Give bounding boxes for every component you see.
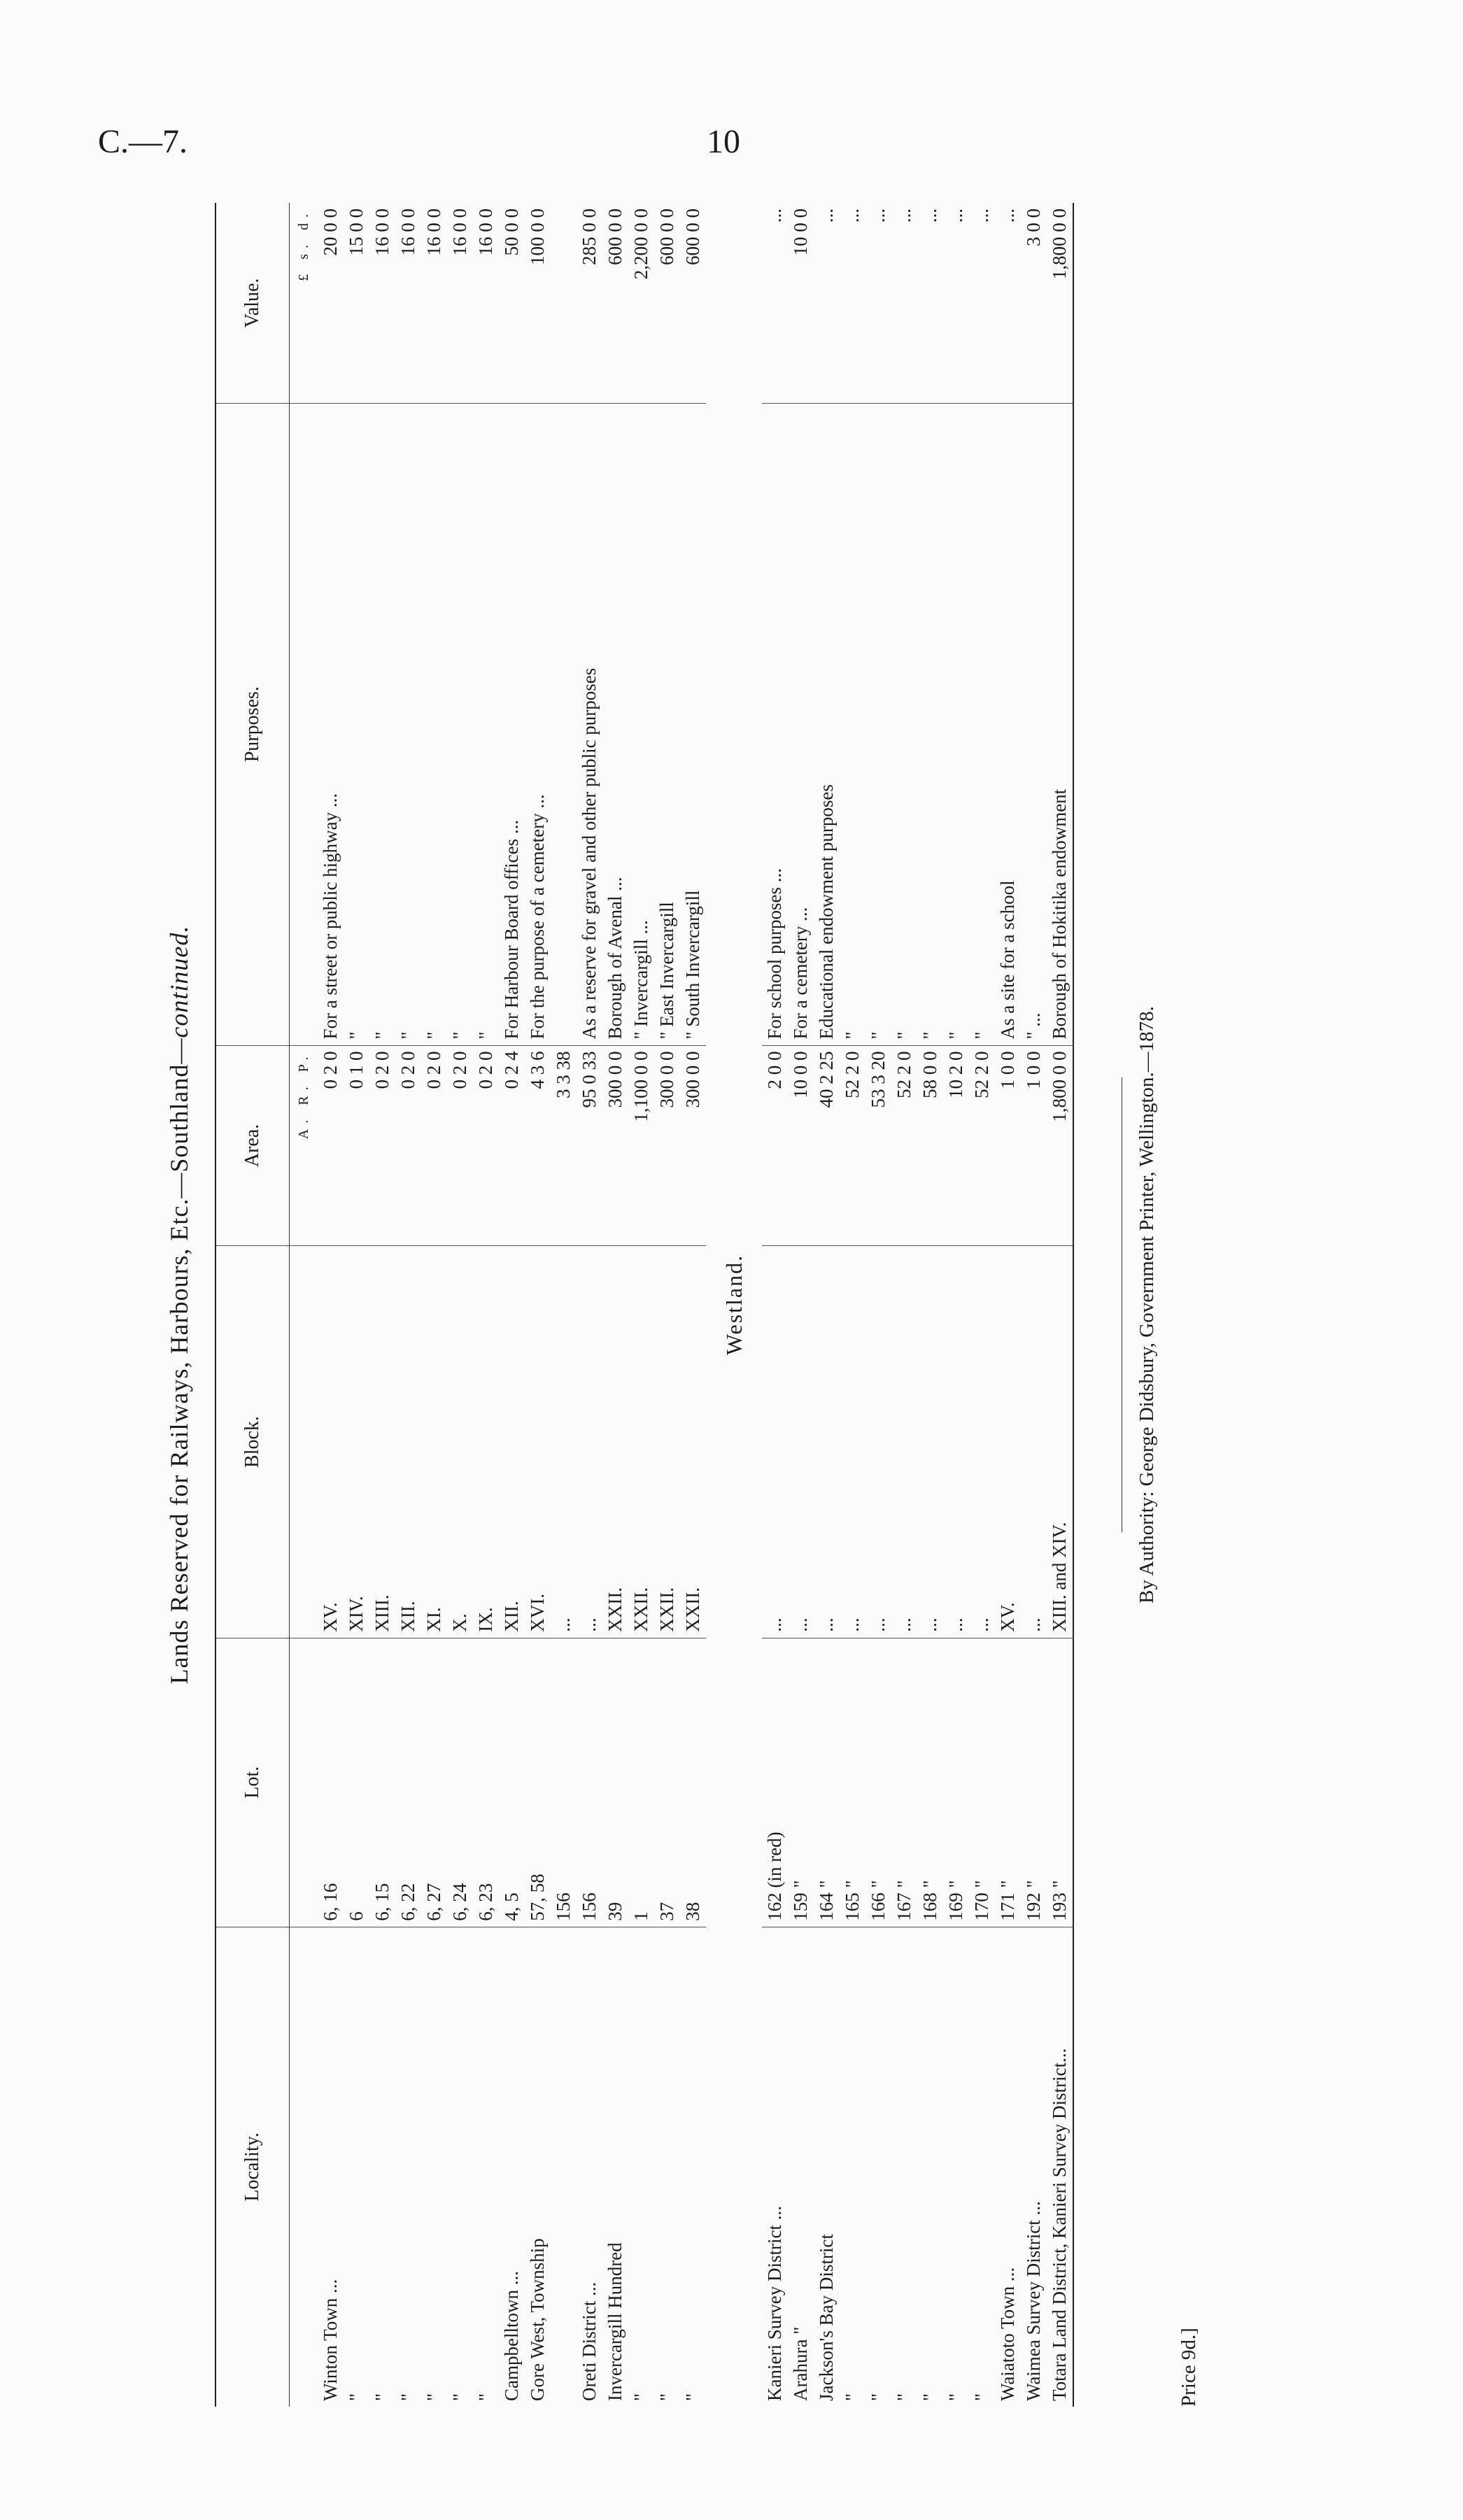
cell-locality: Winton Town ...	[320, 2279, 341, 2401]
cell-purposes: "	[840, 403, 865, 1045]
cell-area: 52 2 0	[891, 1045, 917, 1246]
cell-purposes: "	[473, 403, 499, 1045]
cell-value: ...	[995, 203, 1021, 403]
cell-locality: "	[449, 2393, 470, 2401]
cell-block: XVI.	[525, 1246, 551, 1638]
cell-locality: "	[971, 2393, 992, 2401]
title-continued: continued.	[165, 925, 193, 1038]
cell-value: 16 0 0	[447, 203, 473, 403]
cell-lot: 6, 15	[369, 1638, 395, 1927]
cell-value: ...	[943, 203, 969, 403]
cell-value: 600 0 0	[602, 203, 628, 403]
cell-block: ...	[969, 1246, 995, 1638]
cell-lot: 156	[577, 1638, 602, 1927]
cell-area: 1 0 0	[995, 1045, 1021, 1246]
cell-lot: 164 "	[814, 1638, 840, 1927]
cell-area: 1,800 0 0	[1047, 1045, 1073, 1246]
cell-area: 58 0 0	[917, 1045, 943, 1246]
cell-area: 4 3 6	[525, 1045, 551, 1246]
col-block: Block.	[215, 1246, 290, 1638]
cell-locality	[551, 1927, 577, 2407]
cell-purposes: "	[891, 403, 917, 1045]
cell-value: 100 0 0	[525, 203, 551, 403]
table-bottom-rule	[1073, 203, 1074, 2407]
table-row	[891, 203, 917, 2407]
cell-purposes: Educational endowment purposes	[814, 403, 840, 1045]
cell-locality: "	[630, 2393, 651, 2401]
col-value: Value.	[215, 203, 290, 403]
cell-value: ...	[891, 203, 917, 403]
table-row	[577, 203, 602, 2407]
table-row	[395, 203, 421, 2407]
cell-block: XIII. and XIV.	[1047, 1246, 1073, 1638]
cell-block: ...	[788, 1246, 814, 1638]
cell-lot: 6, 22	[395, 1638, 421, 1927]
table-row	[1021, 203, 1047, 2407]
cell-area: 2 0 0	[762, 1045, 788, 1246]
cell-locality: Gore West, Township	[527, 2238, 548, 2401]
cell-area: 0 2 0	[473, 1045, 499, 1246]
cell-value: 15 0 0	[344, 203, 369, 403]
cell-purposes: As a site for a school	[995, 403, 1021, 1045]
rotated-page-content	[164, 203, 1200, 2407]
cell-locality: Campbelltown ...	[501, 2271, 522, 2401]
area-units: A. R. P.	[290, 1045, 318, 1246]
printer-authority: By Authority: George Didsbury, Government Printer, Wellington.—1878.	[1136, 1006, 1158, 1604]
title-main: Lands Reserved for Railways, Harbours, Etc.—Southland—	[165, 1038, 193, 1685]
cell-value: 20 0 0	[318, 203, 344, 403]
cell-area: 0 2 0	[369, 1045, 395, 1246]
document-code: C.—7.	[98, 123, 188, 160]
cell-lot: 165 "	[840, 1638, 865, 1927]
cell-block: ...	[891, 1246, 917, 1638]
cell-value: 1,800 0 0	[1047, 203, 1073, 403]
cell-value: 3 0 0	[1021, 203, 1047, 403]
cell-lot: 6, 23	[473, 1638, 499, 1927]
table-title	[164, 203, 194, 2407]
cell-lot: 168 "	[917, 1638, 943, 1927]
cell-purposes: " Invercargill ...	[628, 403, 654, 1045]
cell-area: 53 3 20	[865, 1045, 891, 1246]
col-locality: Locality.	[215, 1927, 290, 2407]
cell-lot: 166 "	[865, 1638, 891, 1927]
cell-lot: 1	[628, 1638, 654, 1927]
cell-lot: 192 "	[1021, 1638, 1047, 1927]
cell-value: 16 0 0	[395, 203, 421, 403]
cell-locality: Totara Land District, Kanieri Survey District...	[1049, 2048, 1070, 2401]
col-purposes: Purposes.	[215, 403, 290, 1045]
cell-value: ...	[917, 203, 943, 403]
cell-block: XV.	[318, 1246, 344, 1638]
cell-lot: 6	[344, 1638, 369, 1927]
cell-block: ...	[840, 1246, 865, 1638]
cell-lot: 171 "	[995, 1638, 1021, 1927]
section-heading: Westland.	[721, 1254, 747, 1356]
cell-purposes: " ...	[1021, 403, 1047, 1045]
cell-locality: Invercargill Hundred	[605, 2242, 626, 2401]
cell-block: XXII.	[680, 1246, 706, 1638]
cell-area: 300 0 0	[680, 1045, 706, 1246]
cell-purposes: "	[943, 403, 969, 1045]
cell-area: 0 2 0	[421, 1045, 447, 1246]
cell-value: 600 0 0	[654, 203, 680, 403]
table-row	[421, 203, 447, 2407]
table-row	[840, 203, 865, 2407]
cell-purposes: As a reserve for gravel and other public purposes	[577, 403, 602, 1045]
units-empty	[290, 1927, 318, 2407]
cell-area: 0 2 0	[447, 1045, 473, 1246]
cell-value: ...	[762, 203, 788, 403]
cell-lot: 169 "	[943, 1638, 969, 1927]
cell-block: ...	[917, 1246, 943, 1638]
page-number: 10	[707, 123, 740, 160]
cell-value: ...	[969, 203, 995, 403]
cell-block: ...	[1021, 1246, 1047, 1638]
cell-block: X.	[447, 1246, 473, 1638]
cell-lot: 4, 5	[499, 1638, 525, 1927]
cell-locality: "	[682, 2393, 703, 2401]
cell-block: XIII.	[369, 1246, 395, 1638]
units-row	[290, 203, 318, 2407]
table-row	[814, 203, 840, 2407]
cell-purposes: "	[421, 403, 447, 1045]
cell-value	[551, 203, 577, 403]
cell-lot: 6, 27	[421, 1638, 447, 1927]
table-row	[788, 203, 814, 2407]
cell-locality: Jackson's Bay District	[816, 2234, 837, 2401]
table-row	[551, 203, 577, 2407]
cell-lot: 193 "	[1047, 1638, 1073, 1927]
cell-area: 1,100 0 0	[628, 1045, 654, 1246]
cell-area: 300 0 0	[602, 1045, 628, 1246]
table-row	[917, 203, 943, 2407]
table-body	[290, 203, 1073, 2407]
cell-value: ...	[814, 203, 840, 403]
cell-block: ...	[551, 1246, 577, 1638]
cell-purposes: For a cemetery ...	[788, 403, 814, 1045]
cell-value: 50 0 0	[499, 203, 525, 403]
cell-locality: "	[397, 2393, 418, 2401]
cell-purposes: For the purpose of a cemetery ...	[525, 403, 551, 1045]
cell-block: XIV.	[344, 1246, 369, 1638]
table-row	[525, 203, 551, 2407]
cell-purposes: "	[344, 403, 369, 1045]
cell-purposes: "	[395, 403, 421, 1045]
cell-block: XXII.	[654, 1246, 680, 1638]
cell-lot: 159 "	[788, 1638, 814, 1927]
cell-area: 1 0 0	[1021, 1045, 1047, 1246]
cell-purposes: "	[447, 403, 473, 1045]
cell-lot: 38	[680, 1638, 706, 1927]
cell-block: ...	[865, 1246, 891, 1638]
cell-value: ...	[840, 203, 865, 403]
lands-reserved-table	[215, 203, 1073, 2407]
cell-area: 10 2 0	[943, 1045, 969, 1246]
cell-purposes: For a street or public highway ...	[318, 403, 344, 1045]
units-empty	[290, 1638, 318, 1927]
cell-area: 95 0 33	[577, 1045, 602, 1246]
cell-block: XXII.	[628, 1246, 654, 1638]
cell-value: 16 0 0	[421, 203, 447, 403]
cell-value: 600 0 0	[680, 203, 706, 403]
price-note: Price 9d.]	[1178, 2328, 1200, 2407]
cell-purposes: For Harbour Board offices ...	[499, 403, 525, 1045]
cell-block: ...	[577, 1246, 602, 1638]
cell-value: 16 0 0	[473, 203, 499, 403]
cell-area: 300 0 0	[654, 1045, 680, 1246]
cell-locality: "	[475, 2393, 496, 2401]
cell-locality: Arahura "	[790, 2326, 811, 2401]
table-row	[628, 203, 654, 2407]
cell-purposes	[551, 403, 577, 1045]
cell-purposes: "	[865, 403, 891, 1045]
cell-lot: 37	[654, 1638, 680, 1927]
section-row-westland	[706, 203, 762, 2407]
table-row	[602, 203, 628, 2407]
cell-area: 40 2 25	[814, 1045, 840, 1246]
value-units: £ s. d.	[290, 203, 318, 403]
cell-locality: "	[842, 2393, 863, 2401]
table-row	[943, 203, 969, 2407]
cell-locality: "	[868, 2393, 889, 2401]
cell-locality: "	[893, 2393, 914, 2401]
cell-locality: "	[372, 2393, 393, 2401]
table-row	[447, 203, 473, 2407]
cell-value: 2,200 0 0	[628, 203, 654, 403]
units-empty	[290, 403, 318, 1045]
cell-purposes: Borough of Avenal ...	[602, 403, 628, 1045]
table-row	[969, 203, 995, 2407]
cell-locality: "	[346, 2393, 367, 2401]
cell-lot: 170 "	[969, 1638, 995, 1927]
table-row	[369, 203, 395, 2407]
cell-locality: "	[919, 2393, 940, 2401]
cell-value: 10 0 0	[788, 203, 814, 403]
table-row	[995, 203, 1021, 2407]
col-area: Area.	[215, 1045, 290, 1246]
table-row	[762, 203, 788, 2407]
cell-locality: Oreti District ...	[579, 2281, 600, 2401]
cell-lot: 57, 58	[525, 1638, 551, 1927]
cell-value: ...	[865, 203, 891, 403]
header-row	[215, 203, 290, 2407]
cell-lot: 162 (in red)	[762, 1638, 788, 1927]
cell-area: 52 2 0	[969, 1045, 995, 1246]
table-row	[473, 203, 499, 2407]
cell-value: 16 0 0	[369, 203, 395, 403]
table-row	[499, 203, 525, 2407]
cell-block: ...	[814, 1246, 840, 1638]
table-row	[865, 203, 891, 2407]
units-empty	[290, 1246, 318, 1638]
table-row	[344, 203, 369, 2407]
cell-area: 10 0 0	[788, 1045, 814, 1246]
cell-block: IX.	[473, 1246, 499, 1638]
cell-block: ...	[762, 1246, 788, 1638]
cell-locality: Waimea Survey District ...	[1023, 2201, 1044, 2401]
cell-locality: "	[423, 2393, 444, 2401]
cell-purposes: "	[917, 403, 943, 1045]
cell-value: 285 0 0	[577, 203, 602, 403]
cell-block: XII.	[395, 1246, 421, 1638]
cell-locality: "	[656, 2393, 677, 2401]
cell-purposes: "	[369, 403, 395, 1045]
cell-block: XXII.	[602, 1246, 628, 1638]
cell-area: 0 2 0	[395, 1045, 421, 1246]
cell-locality: Kanieri Survey District ...	[764, 2206, 785, 2401]
cell-lot: 6, 16	[318, 1638, 344, 1927]
cell-lot: 167 "	[891, 1638, 917, 1927]
cell-purposes: " South Invercargill	[680, 403, 706, 1045]
cell-locality: Waiatoto Town ...	[997, 2267, 1018, 2401]
cell-lot: 156	[551, 1638, 577, 1927]
cell-block: XI.	[421, 1246, 447, 1638]
table-row	[1047, 203, 1073, 2407]
col-lot: Lot.	[215, 1638, 290, 1927]
cell-purposes: Borough of Hokitika endowment	[1047, 403, 1073, 1045]
cell-lot: 39	[602, 1638, 628, 1927]
cell-block: XII.	[499, 1246, 525, 1638]
cell-lot: 6, 24	[447, 1638, 473, 1927]
table-row	[318, 203, 344, 2407]
cell-purposes: "	[969, 403, 995, 1045]
cell-purposes: " East Invercargill	[654, 403, 680, 1045]
table-row	[680, 203, 706, 2407]
cell-block: ...	[943, 1246, 969, 1638]
cell-area: 0 2 4	[499, 1045, 525, 1246]
cell-area: 3 3 38	[551, 1045, 577, 1246]
cell-locality: "	[945, 2393, 966, 2401]
cell-area: 0 2 0	[318, 1045, 344, 1246]
cell-block: XV.	[995, 1246, 1021, 1638]
cell-purposes: For school purposes ...	[762, 403, 788, 1045]
table-row	[654, 203, 680, 2407]
cell-area: 52 2 0	[840, 1045, 865, 1246]
cell-area: 0 1 0	[344, 1045, 369, 1246]
